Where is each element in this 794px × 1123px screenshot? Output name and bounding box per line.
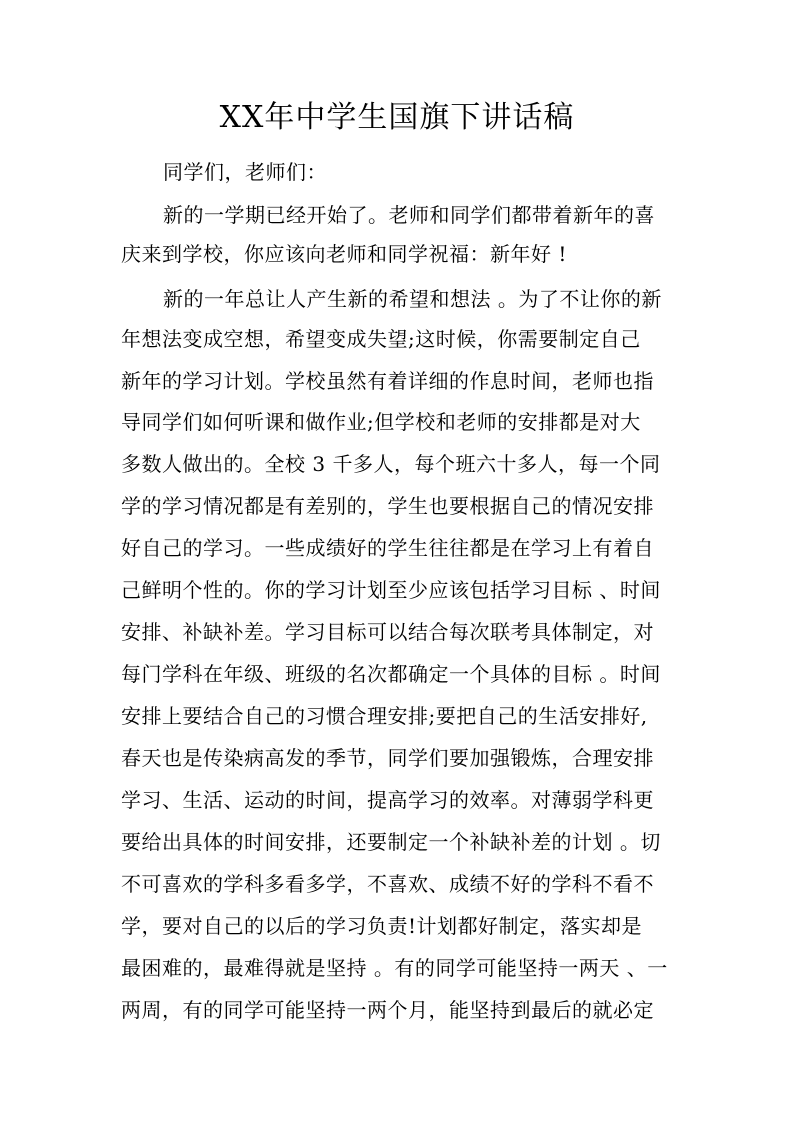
paragraph-line: 新的一学期已经开始了。老师和同学们都带着新年的喜 bbox=[163, 203, 655, 227]
paragraph-line: 学，要对自己的以后的学习负责!计划都好制定，落实却是 bbox=[121, 914, 643, 938]
salutation: 同学们，老师们： bbox=[163, 160, 327, 184]
paragraph-line: 春天也是传染病高发的季节，同学们要加强锻炼，合理安排 bbox=[121, 746, 654, 770]
paragraph-line: 安排、补缺补差。学习目标可以结合每次联考具体制定，对 bbox=[121, 620, 654, 644]
paragraph-line: 庆来到学校，你应该向老师和同学祝福：新年好 ! bbox=[121, 242, 567, 266]
paragraph-line: 要给出具体的时间安排，还要制定一个补缺补差的计划 。切 bbox=[121, 830, 661, 854]
paragraph-line: 年想法变成空想，希望变成失望;这时候，你需要制定自己 bbox=[121, 327, 641, 351]
paragraph-line: 新的一年总让人产生新的希望和想法 。为了不让你的新 bbox=[163, 287, 662, 311]
paragraph-line: 多数人做出的。全校 3 千多人，每个班六十多人，每一个同 bbox=[121, 452, 661, 476]
paragraph-line: 学习、生活、运动的时间，提高学习的效率。对薄弱学科更 bbox=[121, 788, 654, 812]
paragraph-line: 好自己的学习。一些成绩好的学生往往都是在学习上有着自 bbox=[121, 536, 654, 560]
paragraph-line: 导同学们如何听课和做作业;但学校和老师的安排都是对大 bbox=[121, 410, 641, 434]
paragraph-line: 安排上要结合自己的习惯合理安排;要把自己的生活安排好, bbox=[121, 704, 648, 728]
paragraph-line: 不可喜欢的学科多看多学，不喜欢、成绩不好的学科不看不 bbox=[121, 872, 654, 896]
paragraph-line: 新年的学习计划。学校虽然有着详细的作息时间，老师也指 bbox=[121, 369, 654, 393]
paragraph-line: 己鲜明个性的。你的学习计划至少应该包括学习目标 、时间 bbox=[121, 578, 661, 602]
paragraph-line: 两周，有的同学可能坚持一两个月，能坚持到最后的就必定 bbox=[121, 998, 654, 1022]
paragraph-line: 每门学科在年级、班级的名次都确定一个具体的目标 。时间 bbox=[121, 662, 661, 686]
paragraph-line: 学的学习情况都是有差别的，学生也要根据自己的情况安排 bbox=[121, 494, 654, 518]
paragraph-line: 最困难的，最难得就是坚持 。有的同学可能坚持一两天 、一 bbox=[121, 956, 668, 980]
page-title: XX年中学生国旗下讲话稿 bbox=[219, 100, 575, 135]
